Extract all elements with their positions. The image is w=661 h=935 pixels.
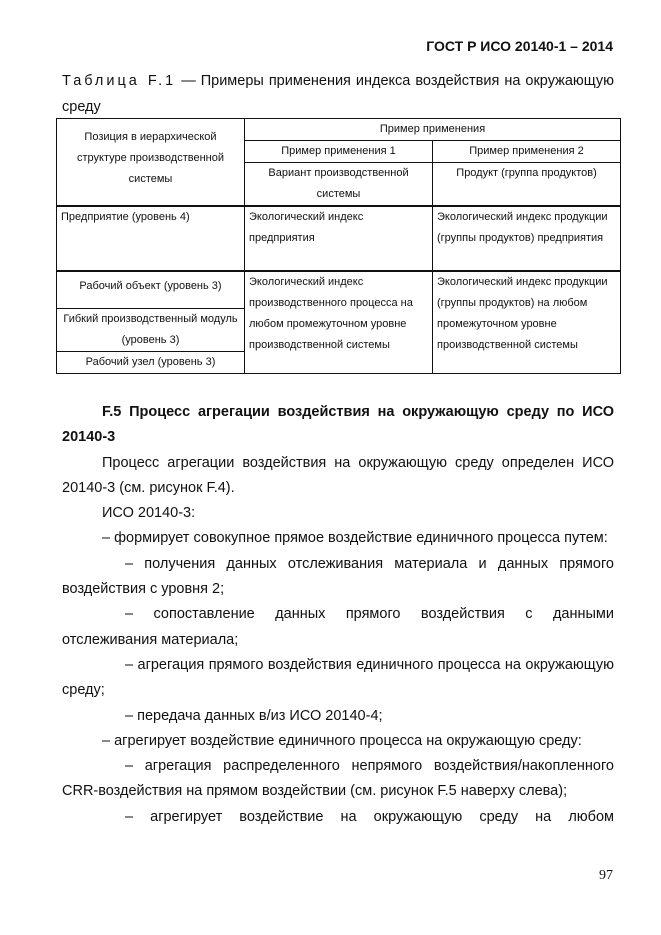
paragraph: ИСО 20140-3: [102,505,196,522]
list-subitem: – сопоставление данных прямого воздействия с данными отслеживания материала; [62,606,614,648]
list-subitem: – получения данных отслеживания материала и данных прямого воздействия с уровня 2; [62,555,614,598]
row-example-1: Экологический индекс производственного процесса на любом промежуточном уровне производственной системы [245,271,433,374]
row-position: Гибкий производственный модуль (уровень 3) [57,309,245,352]
list-subitem: – агрегация распределенного непрямого воздействия/накопленного CRR-воздействия на прямом воздействии (см. рисунок F.5 наверху слева); [62,758,614,800]
paragraph: Процесс агрегации воздействия на окружающую среду определен ИСО 20140-3 (см. рисунок F.4). [62,454,614,496]
table-row [57,271,621,309]
table-caption [62,68,614,120]
caption-text: — Примеры применения индекса воздействия на окружающую среду [62,73,614,115]
page-number: 97 [599,868,613,883]
list-subitem: – передача данных в/из ИСО 20140-4; [125,707,383,724]
row-example-2: Экологический индекс продукции (группы продуктов) предприятия [433,206,621,271]
document-header: ГОСТ Р ИСО 20140-1 – 2014 [426,38,613,54]
sub-desc-2: Продукт (группа продуктов) [433,163,621,207]
row-position: Рабочий объект (уровень 3) [57,271,245,309]
caption-prefix: Таблица F.1 [62,73,177,89]
section-heading: F.5 Процесс агрегации воздействия на окружающую среду по ИСО 20140-3 [62,404,614,446]
sub-desc-1: Вариант производственной системы [245,163,433,207]
sub-header-2: Пример применения 2 [433,141,621,163]
list-subitem: – агрегирует воздействие на окружающую среду на любом [125,808,614,825]
group-header: Пример применения [245,119,621,141]
table-row [57,206,621,271]
row-example-2: Экологический индекс продукции (группы продуктов) на любом промежуточном уровне производственной системы [433,271,621,374]
sub-header-1: Пример применения 1 [245,141,433,163]
row-position: Рабочий узел (уровень 3) [57,352,245,374]
list-subitem: – агрегация прямого воздействия единичного процесса на окружающую среду; [62,656,614,699]
table-header-row-1 [57,119,621,141]
list-item: – агрегирует воздействие единичного процесса на окружающую среду: [102,732,582,749]
examples-table [56,118,621,374]
body-text [62,400,614,830]
row-position: Предприятие (уровень 4) [57,206,245,271]
row-example-1: Экологический индекс предприятия [245,206,433,271]
list-item: – формирует совокупное прямое воздействие единичного процесса путем: [102,530,608,547]
col1-header: Позиция в иерархической структуре производственной системы [57,119,245,207]
